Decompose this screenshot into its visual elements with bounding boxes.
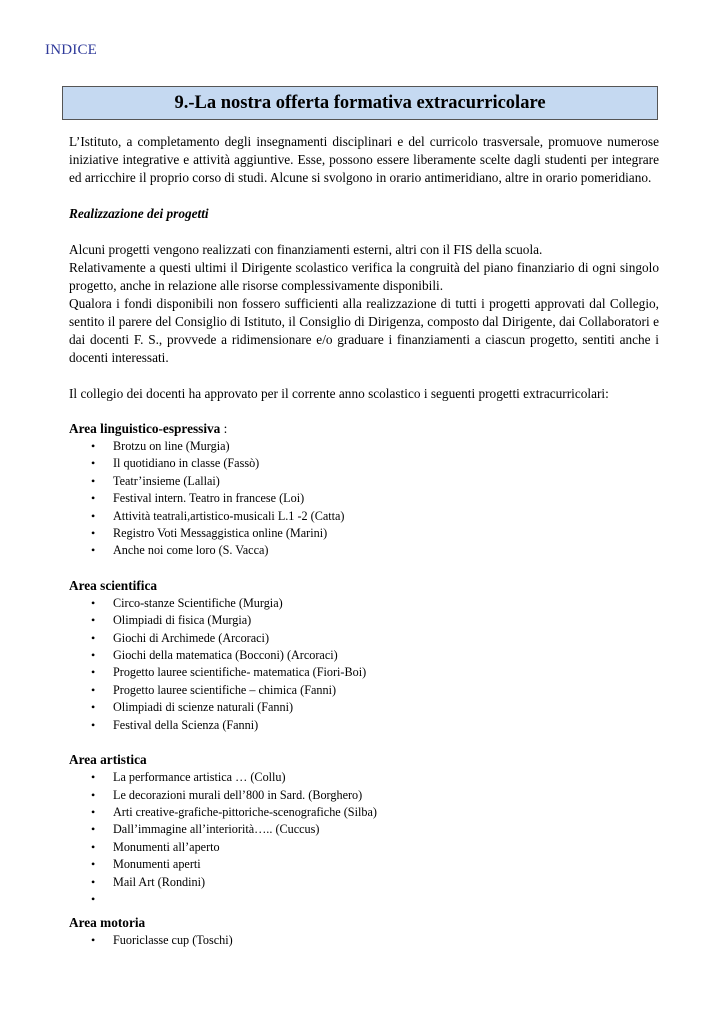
project-list [69, 438, 659, 560]
list-item: • Brotzu on line (Murgia) [113, 438, 659, 455]
bullet-icon: • [91, 543, 96, 558]
bullet-icon: • [91, 613, 96, 628]
area-heading [69, 420, 659, 438]
paragraph: Alcuni progetti vengono realizzati con finanziamenti esterni, altri con il FIS della scuola. [69, 242, 543, 257]
list-item: • Registro Voti Messaggistica online (Marini) [113, 525, 659, 542]
bullet-icon: • [91, 456, 96, 471]
area-heading [69, 751, 659, 769]
list-item: • Il quotidiano in classe (Fassò) [113, 455, 659, 472]
subheading: Realizzazione dei progetti [69, 206, 209, 221]
bullet-icon: • [91, 648, 96, 663]
bullet-icon: • [91, 682, 96, 697]
bullet-icon: • [91, 491, 96, 506]
section-title-box [62, 86, 658, 120]
list-item: • Progetto lauree scientifiche – chimica (Fanni) [113, 682, 659, 699]
list-item: • Monumenti aperti [113, 856, 659, 873]
bullet-icon: • [91, 665, 96, 680]
paragraph: Qualora i fondi disponibili non fossero sufficienti alla realizzazione di tutti i progetti approvati dal Collegio, sentito il parere del Consiglio di Istituto, il Consiglio di Dirigenza, composto dal Dirigente, dai Collaboratori e dai docenti F. S., provvede a ridimensionare e/o graduare i finanziamenti a ciascun progetto, sentiti anche i docenti interessati. [69, 296, 659, 365]
area-title: Area artistica [69, 752, 147, 768]
bullet-icon: • [91, 595, 96, 610]
list-item: • Arti creative-grafiche-pittoriche-scenografiche (Silba) [113, 804, 659, 821]
area-heading [69, 577, 659, 595]
project-list [69, 769, 659, 908]
list-item: • Olimpiadi di fisica (Murgia) [113, 612, 659, 629]
list-item: • Progetto lauree scientifiche- matematica (Fiori-Boi) [113, 664, 659, 681]
area-title: Area motoria [69, 915, 146, 931]
bullet-icon: • [91, 857, 96, 872]
intro-paragraph: L’Istituto, a completamento degli insegnamenti disciplinari e del curricolo trasversale, promuove numerose iniziative integrative e attività aggiuntive. Esse, possono essere liberamente scelte dagli studenti per integrare ed arricchire il proprio corso di studi. Alcune si svolgono in orario antimeridiano, altre in orario pomeridiano. [69, 134, 659, 185]
list-item: • Dall’immagine all’interiorità….. (Cuccus) [113, 821, 659, 838]
bullet-icon: • [91, 804, 96, 819]
area-title: Area linguistico-espressiva [69, 421, 221, 436]
area-heading [69, 914, 659, 932]
bullet-icon: • [91, 526, 96, 541]
list-item: • Mail Art (Rondini) [113, 874, 659, 891]
list-item: • Olimpiadi di scienze naturali (Fanni) [113, 699, 659, 716]
bullet-icon: • [91, 439, 96, 453]
list-item: • Attività teatrali,artistico-musicali L.1 -2 (Catta) [113, 508, 659, 525]
list-item: • Circo-stanze Scientifiche (Murgia) [113, 595, 659, 612]
project-list [69, 595, 659, 734]
bullet-icon: • [91, 508, 96, 523]
project-list [69, 932, 659, 949]
list-item: • Giochi di Archimede (Arcoraci) [113, 630, 659, 647]
list-item: • Festival intern. Teatro in francese (Loi) [113, 490, 659, 507]
indice-link[interactable]: INDICE [45, 42, 98, 58]
bullet-icon: • [91, 473, 96, 488]
area-title-suffix: : [220, 421, 228, 436]
section-title: 9.-La nostra offerta formativa extracurricolare [174, 92, 546, 113]
bullet-icon: • [91, 630, 96, 645]
bullet-icon: • [91, 787, 96, 802]
bullet-icon: • [91, 874, 96, 889]
document-body [69, 133, 659, 950]
bullet-icon: • [91, 822, 96, 837]
list-item: • Festival della Scienza (Fanni) [113, 717, 659, 734]
bullet-icon: • [91, 891, 96, 906]
list-item: • Giochi della matematica (Bocconi) (Arcoraci) [113, 647, 659, 664]
list-item: • Monumenti all’aperto [113, 839, 659, 856]
bullet-icon: • [91, 839, 96, 854]
paragraph: Il collegio dei docenti ha approvato per il corrente anno scolastico i seguenti progetti extracurricolari: [69, 386, 609, 401]
list-item: • Fuoriclasse cup (Toschi) [113, 932, 659, 949]
bullet-icon: • [91, 700, 96, 715]
list-item: • La performance artistica … (Collu) [113, 769, 659, 786]
area-title: Area scientifica [69, 577, 158, 593]
list-item: • Anche noi come loro (S. Vacca) [113, 542, 659, 559]
paragraph: Relativamente a questi ultimi il Dirigente scolastico verifica la congruità del piano finanziario di ogni singolo progetto, anche in relazione alle risorse complessivamente disponibili. [69, 260, 659, 293]
bullet-icon: • [91, 717, 96, 732]
bullet-icon: • [91, 770, 96, 785]
list-item: • Le decorazioni murali dell’800 in Sard. (Borghero) [113, 787, 659, 804]
list-item: • Teatr’insieme (Lallai) [113, 473, 659, 490]
list-item [91, 891, 659, 908]
bullet-icon: • [91, 933, 96, 948]
